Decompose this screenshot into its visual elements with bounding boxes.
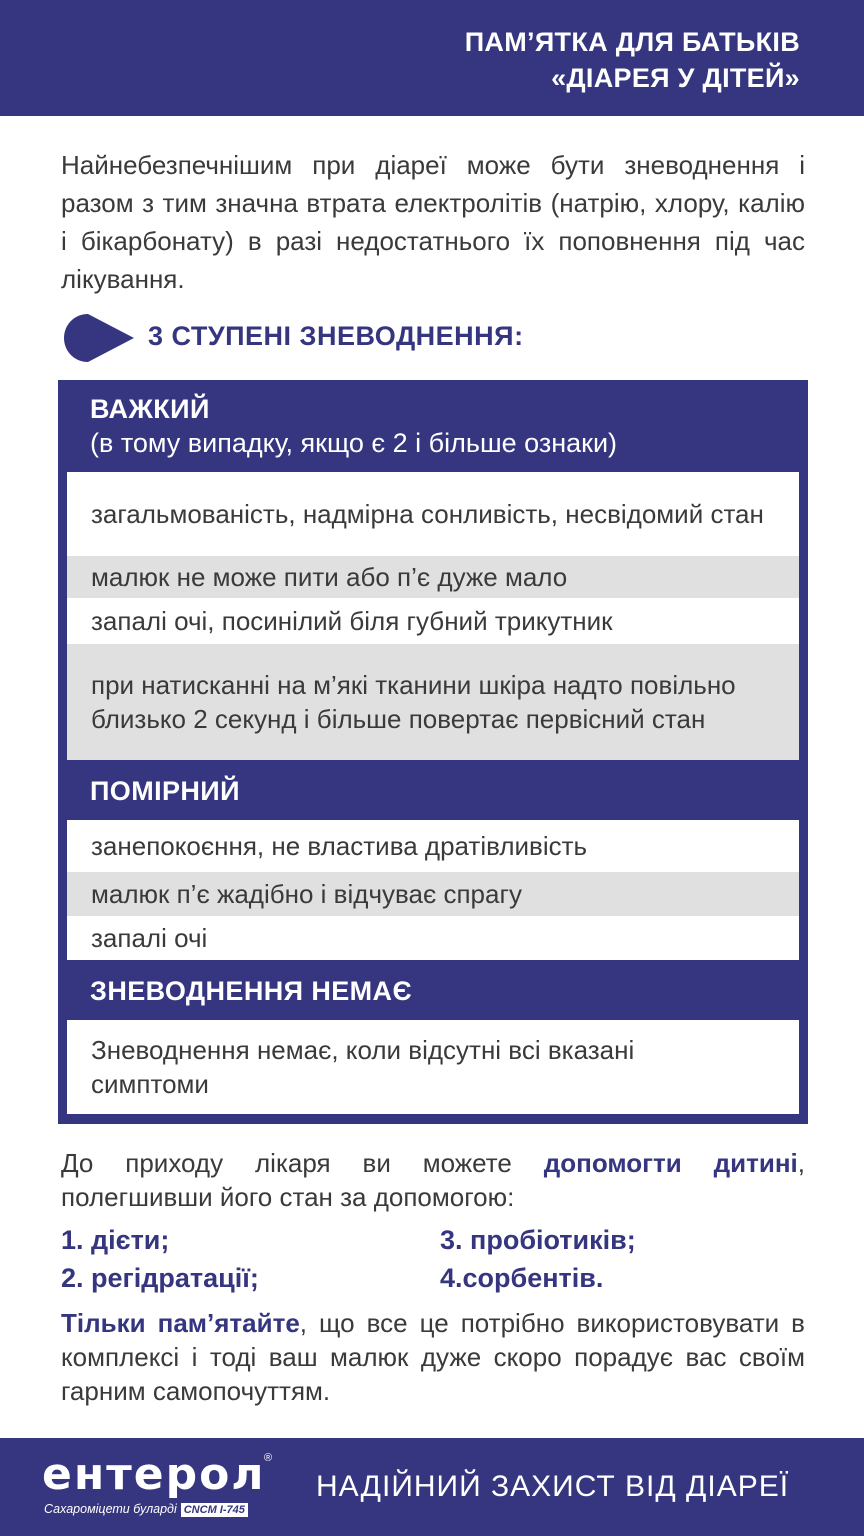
title-line-2: «ДІАРЕЯ У ДІТЕЙ» — [551, 63, 800, 93]
help-text-after: , полегшивши його стан за допомогою: — [61, 1148, 805, 1212]
footer-banner — [0, 1438, 864, 1536]
table-row: при натисканні на м’які тканини шкіра надто повільно близько 2 секунд і більше повертає первісний стан — [67, 644, 799, 760]
table-row: загальмованість, надмірна сонливість, несвідомий стан — [67, 472, 799, 556]
list-item: 3. пробіотиків; — [440, 1225, 636, 1255]
remember-text: , що все це потрібно використовувати в комплексі і тоді ваш малюк дуже скоро порадує вас своїм гарним самопочуттям. — [61, 1308, 805, 1406]
intro-paragraph: Найнебезпечнішим при діареї може бути зневоднення і разом з тим значна втрата електролітів (натрію, хлору, калію і бікарбонату) в разі недостатнього їх поповнення під час лікування. — [61, 150, 805, 294]
brand-logo: ентерол — [42, 1449, 266, 1500]
remember-paragraph — [61, 1306, 805, 1408]
leaflet-title — [465, 24, 800, 96]
table-row: запалі очі, посинілий біля губний трикутник — [67, 598, 799, 644]
table-row: малюк п’є жадібно і відчуває спрагу — [67, 872, 799, 916]
table-row: малюк не може пити або п’є дуже мало — [67, 556, 799, 598]
no-dehydration-heading — [90, 974, 412, 1008]
registered-mark: ® — [264, 1452, 273, 1464]
help-text-before: До приходу лікаря ви можете — [61, 1148, 544, 1178]
remember-highlight: Тільки пам’ятайте — [61, 1308, 300, 1338]
drop-arrow-icon — [62, 312, 136, 364]
severe-subtitle: (в тому випадку, якщо є 2 і більше ознаки) — [90, 428, 618, 458]
section-heading — [62, 312, 802, 364]
table-row: Зневоднення немає, коли відсутні всі вказані симптоми — [67, 1020, 799, 1114]
logo-subtitle — [44, 1502, 248, 1517]
table-row: занепокоєння, не властива дратівливість — [67, 820, 799, 872]
logo-subtitle-text: Сахароміцети буларді — [44, 1502, 177, 1516]
severe-heading — [90, 392, 617, 460]
slogan: НАДІЙНИЙ ЗАХИСТ ВІД ДІАРЕЇ — [316, 1470, 790, 1503]
help-highlight: допомогти дитині — [543, 1148, 798, 1178]
help-paragraph — [61, 1146, 805, 1214]
moderate-title: ПОМІРНИЙ — [90, 776, 240, 806]
list-item: 2. регідратації; — [61, 1263, 259, 1293]
section-heading-text: 3 СТУПЕНІ ЗНЕВОДНЕННЯ: — [148, 321, 524, 351]
title-line-1: ПАМ’ЯТКА ДЛЯ БАТЬКІВ — [464, 27, 800, 57]
no-dehydration-title: ЗНЕВОДНЕННЯ НЕМАЄ — [90, 976, 413, 1006]
table-row: запалі очі — [67, 916, 799, 960]
header-banner — [0, 0, 864, 116]
list-item: 1. дієти; — [61, 1225, 170, 1255]
strain-badge: CNCM I-745 — [181, 1503, 248, 1517]
severe-title: ВАЖКИЙ — [90, 394, 210, 424]
moderate-heading — [90, 774, 240, 808]
dehydration-table — [58, 380, 808, 1124]
list-item: 4.сорбентів. — [440, 1263, 604, 1293]
